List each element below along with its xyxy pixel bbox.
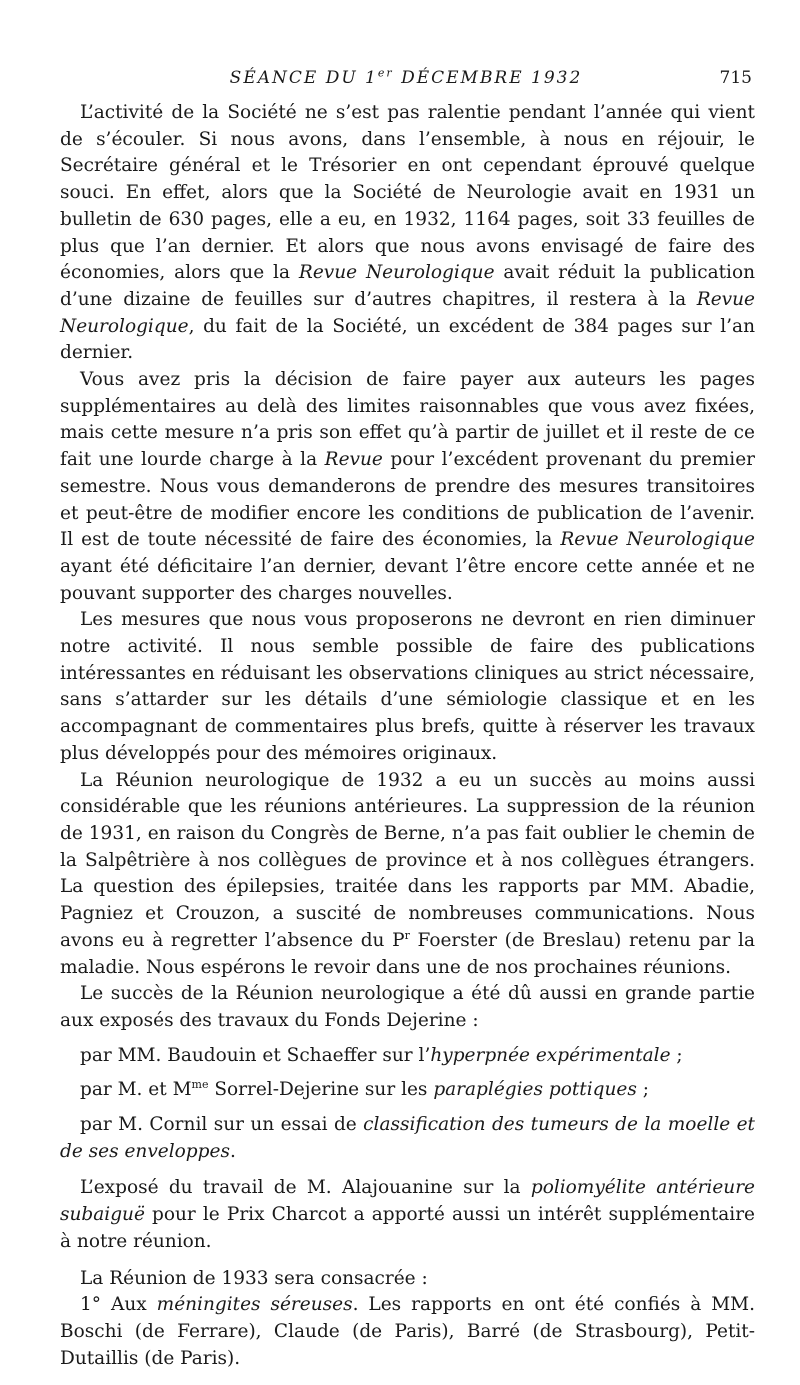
text-run: pour l’excédent provenant du premier semestre. Nous vous demanderons de prendre des mesures transitoires et peut-être de modifier encore les conditions de publication de l’avenir. Il est de toute nécessité de faire des économies, la	[60, 449, 755, 551]
page-header	[60, 64, 752, 94]
text-run: Foerster (de Breslau) retenu par la maladie. Nous espérons le revoir dans une de nos prochaines réunions.	[60, 929, 755, 978]
text-run: L’exposé du travail de M. Alajouanine sur la	[80, 1177, 531, 1199]
paragraph-6	[60, 1175, 755, 1255]
text-run: par M. Cornil sur un essai de	[80, 1114, 364, 1136]
text-run: avait réduit la publication d’une dizaine de feuilles sur d’autres chapitres, il restera à la	[60, 262, 755, 310]
paragraph-7: La Réunion de 1933 sera consacrée :	[80, 1267, 428, 1289]
text-run: ;	[636, 1079, 649, 1101]
text-run: Sorrel-Dejerine sur les	[208, 1079, 434, 1101]
topic-title: hyperpnée expérimentale	[430, 1044, 671, 1066]
text-run: par M. et M	[80, 1079, 192, 1101]
text-run: Vous avez pris la décision de faire payer aux auteurs les pages supplémentaires au delà des limites raisonnables que vous avez fixées, mais cette mesure n’a pris son effet qu’à partir de juillet et il reste de ce fait une lourde charge à la	[60, 369, 755, 471]
topic-title: classification des tumeurs de la moelle et de ses enveloppes	[60, 1114, 755, 1162]
journal-title: Revue Neurologique	[560, 529, 755, 551]
running-title	[60, 68, 752, 88]
topic-title: méningites séreuses	[156, 1294, 353, 1316]
text-run: ayant été déficitaire l’an dernier, devant l’être encore cette année et ne pouvant supporter des charges nouvelles.	[60, 555, 755, 604]
journal-title: Revue Neurologique	[60, 288, 755, 337]
running-title-main: SÉANCE DU 1	[229, 68, 378, 88]
paragraph-5: Le succès de la Réunion neurologique a été dû aussi en grande partie aux exposés des travaux du Fonds Dejerine :	[60, 983, 755, 1031]
text-run: . Les rapports en ont été confiés à MM. Boschi (de Ferrare), Claude (de Paris), Barré (de Strasbourg), Petit-Dutaillis (de Paris).	[60, 1294, 755, 1369]
list-item-2	[60, 1077, 755, 1104]
paragraph-3: Les mesures que nous vous proposerons ne devront en rien diminuer notre activité. Il nous semble possible de faire des publications intéressantes en réduisant les observations cliniques au strict nécessaire, sans s’attarder sur les détails d’une sémiologie classique et en les accompagnant de commentaires plus brefs, quitte à réserver les travaux plus développés pour des mémoires originaux.	[60, 609, 755, 764]
text-run: ;	[670, 1044, 683, 1066]
body-text	[60, 100, 755, 1372]
running-title-superscript: er	[377, 66, 394, 80]
running-title-rest: DÉCEMBRE 1932	[393, 68, 583, 88]
text-run: L’activité de la Société ne s’est pas ralentie pendant l’année qui vient de s’écouler. Si nous avons, dans l’ensemble, à nous en réjouir, le Secrétaire général et le Trésorier en ont cependant éprouvé quelque souci. En effet, alors que la Société de Neurologie avait en 1931 un bulletin de 630 pages, elle a eu, en 1932, 1164 pages, soit 33 feuilles de plus que l’an dernier. Et alors que nous avons envisagé de faire des économies, alors que la	[60, 102, 755, 284]
paragraph-4	[60, 768, 755, 982]
superscript: r	[404, 928, 410, 942]
list-item-1	[60, 1043, 755, 1070]
list-item-3	[60, 1112, 755, 1165]
paragraph-2	[60, 367, 755, 607]
text-run: pour le Prix Charcot a apporté aussi un intérêt supplémentaire à notre réunion.	[60, 1204, 755, 1252]
text-run: par MM. Baudouin et Schaeffer sur l’	[80, 1044, 431, 1066]
text-run: 1° Aux	[80, 1294, 157, 1316]
page-number: 715	[719, 68, 752, 88]
topic-title: poliomyélite antérieure subaiguë	[60, 1177, 756, 1226]
text-run: , du fait de la Société, un excédent de 384 pages sur l’an dernier.	[60, 315, 755, 364]
paragraph-1	[60, 100, 755, 367]
text-run: La Réunion neurologique de 1932 a eu un succès au moins aussi considérable que les réunions antérieures. La suppression de la réunion de 1931, en raison du Congrès de Berne, n’a pas fait oublier le chemin de la Salpêtrière à nos collègues de province et à nos collègues étrangers. La question des épilepsies, traitée dans les rapports par MM. Abadie, Pagniez et Crouzon, a suscité de nombreuses communications. Nous avons eu à regretter l’absence du P	[60, 769, 755, 951]
journal-title: Revue Neurologique	[298, 262, 495, 284]
text-run: .	[229, 1140, 236, 1162]
superscript: me	[191, 1078, 209, 1092]
paragraph-8	[60, 1292, 755, 1372]
topic-title: paraplégies pottiques	[433, 1079, 637, 1101]
journal-title: Revue	[324, 449, 383, 471]
